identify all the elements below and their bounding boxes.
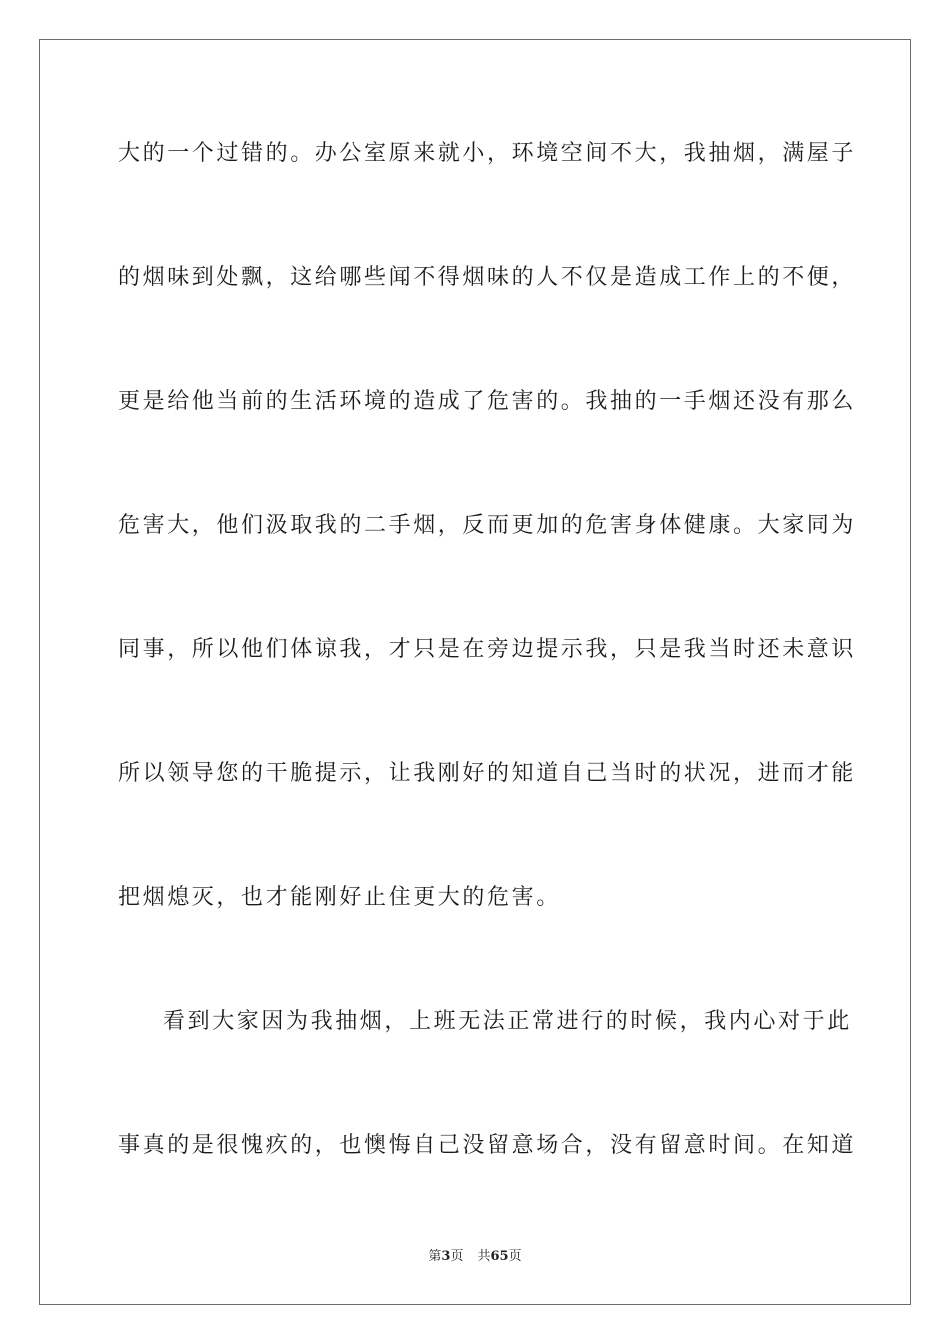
body-line-8-paragraph-start: 看到大家因为我抽烟，上班无法正常进行的时候，我内心对于此: [163, 1009, 852, 1034]
body-line-6: 所以领导您的干脆提示，让我刚好的知道自己当时的状况，进而才能: [118, 761, 857, 786]
page-border: [39, 39, 911, 1305]
page-number: 3: [441, 1249, 451, 1264]
body-line-9: 事真的是很愧疚的，也懊悔自己没留意场合，没有留意时间。在知道: [118, 1133, 857, 1158]
page-prefix: 第: [428, 1249, 442, 1264]
body-line-5: 同事，所以他们体谅我，才只是在旁边提示我，只是我当时还未意识: [118, 637, 857, 662]
body-line-1: 大的一个过错的。办公室原来就小，环境空间不大，我抽烟，满屋子: [118, 141, 857, 166]
body-line-7: 把烟熄灭，也才能刚好止住更大的危害。: [118, 885, 561, 910]
page-footer: [0, 1248, 950, 1266]
page-suffix: 页: [450, 1249, 464, 1264]
total-prefix: 共: [477, 1249, 491, 1264]
total-suffix: 页: [508, 1249, 522, 1264]
total-pages: 65: [490, 1249, 509, 1264]
body-line-3: 更是给他当前的生活环境的造成了危害的。我抽的一手烟还没有那么: [118, 389, 857, 414]
body-line-4: 危害大，他们汲取我的二手烟，反而更加的危害身体健康。大家同为: [118, 513, 857, 538]
body-line-2: 的烟味到处飘，这给哪些闻不得烟味的人不仅是造成工作上的不便，: [118, 265, 857, 290]
